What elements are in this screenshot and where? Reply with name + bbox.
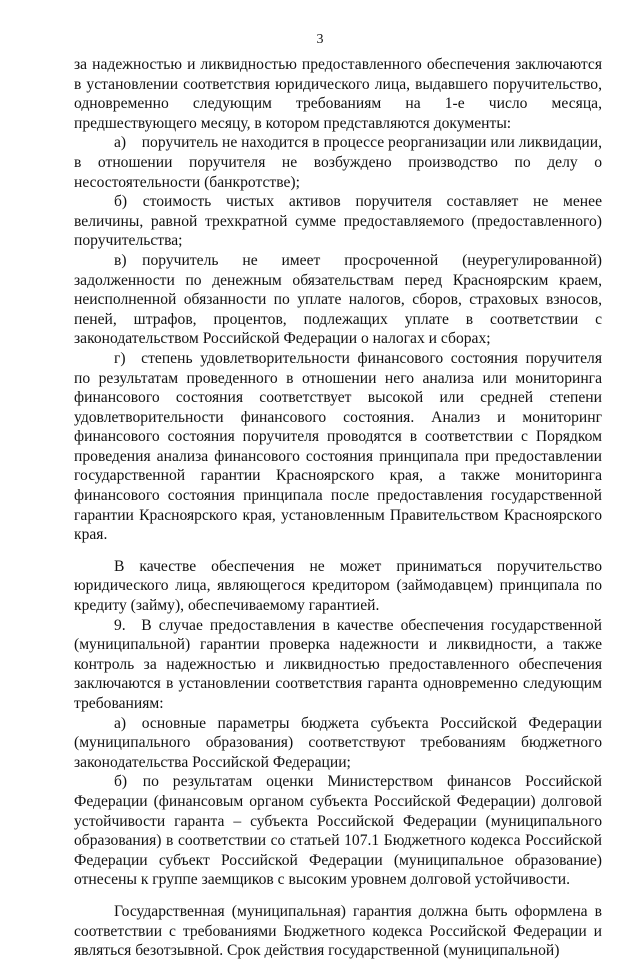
paragraph-item-a: а) поручитель не находится в процессе реорганизации или ликвидации, в отношении поручителя не возбуждено производство по делу о несостоятельности (банкротстве); xyxy=(74,134,602,191)
document-body xyxy=(74,55,602,961)
paragraph-section-9-item-b: б) по результатам оценки Министерством финансов Российской Федерации (финансовым органом субъекта Российской Федерации) долговой устойчивости гаранта – субъекта Российской Федерации (муниципального образования) в соответствии со статьей 107.1 Бюджетного кодекса Российской Федерации субъект Российской Федерации (муниципальное образование) отнесены к группе заемщиков с высоким уровнем долговой устойчивости. xyxy=(74,773,602,889)
paragraph-item-v: в) поручитель не имеет просроченной (неурегулированной) задолженности по денежным обязательствам перед Красноярским краем, неисполненной обязанности по уплате налогов, сборов, страховых взносов, пеней, штрафов, процентов, подлежащих уплате в соответствии с законодательством Российской Федерации о налогах и сборах; xyxy=(74,251,602,348)
paragraph-item-g: г) степень удовлетворительности финансового состояния поручителя по результатам проведенного в отношении него анализа или мониторинга финансового состояния соответствует высокой или средней степени удовлетворительности финансового состояния. Анализ и мониторинг финансового состояния поручителя проводятся в соответствии с Порядком проведения анализа финансового состояния принципала при предоставлении государственной гарантии Красноярского края, а также мониторинга финансового состояния принципала после предоставления государственной гарантии Красноярского края, установленным Правительством Красноярского края. xyxy=(74,349,602,544)
paragraph-item-b: б) стоимость чистых активов поручителя составляет не менее величины, равной трехкратной сумме предоставляемого (предоставленного) поручительства; xyxy=(74,193,602,250)
paragraph-collateral-restriction: В качестве обеспечения не может приниматься поручительство юридического лица, являющегося кредитором (займодавцем) принципала по кредиту (займу), обеспечиваемому гарантией. xyxy=(74,557,602,615)
paragraph-section-9: 9. В случае предоставления в качестве обеспечения государственной (муниципальной) гарантии проверка надежности и ликвидности, а также контроль за надежностью и ликвидностью предоставленного обеспечения заключаются в установлении соответствия гаранта одновременно следующим требованиям: xyxy=(74,616,602,712)
paragraph-section-9-item-a: а) основные параметры бюджета субъекта Российской Федерации (муниципального образования) соответствуют требованиям бюджетного законодательства Российской Федерации; xyxy=(74,714,602,771)
paragraph-continuation: за надежностью и ликвидностью предоставленного обеспечения заключаются в установлении соответствия юридического лица, выдавшего поручительство, одновременно следующим требованиям на 1-е число месяца, предшествующего месяцу, в котором представляются документы: xyxy=(74,56,602,132)
page-number: 3 xyxy=(316,32,324,47)
paragraph-guarantee-form: Государственная (муниципальная) гарантия должна быть оформлена в соответствии с требованиями Бюджетного кодекса Российской Федерации и являться безотзывной. Срок действия государственной (муниципальной) xyxy=(74,902,602,960)
